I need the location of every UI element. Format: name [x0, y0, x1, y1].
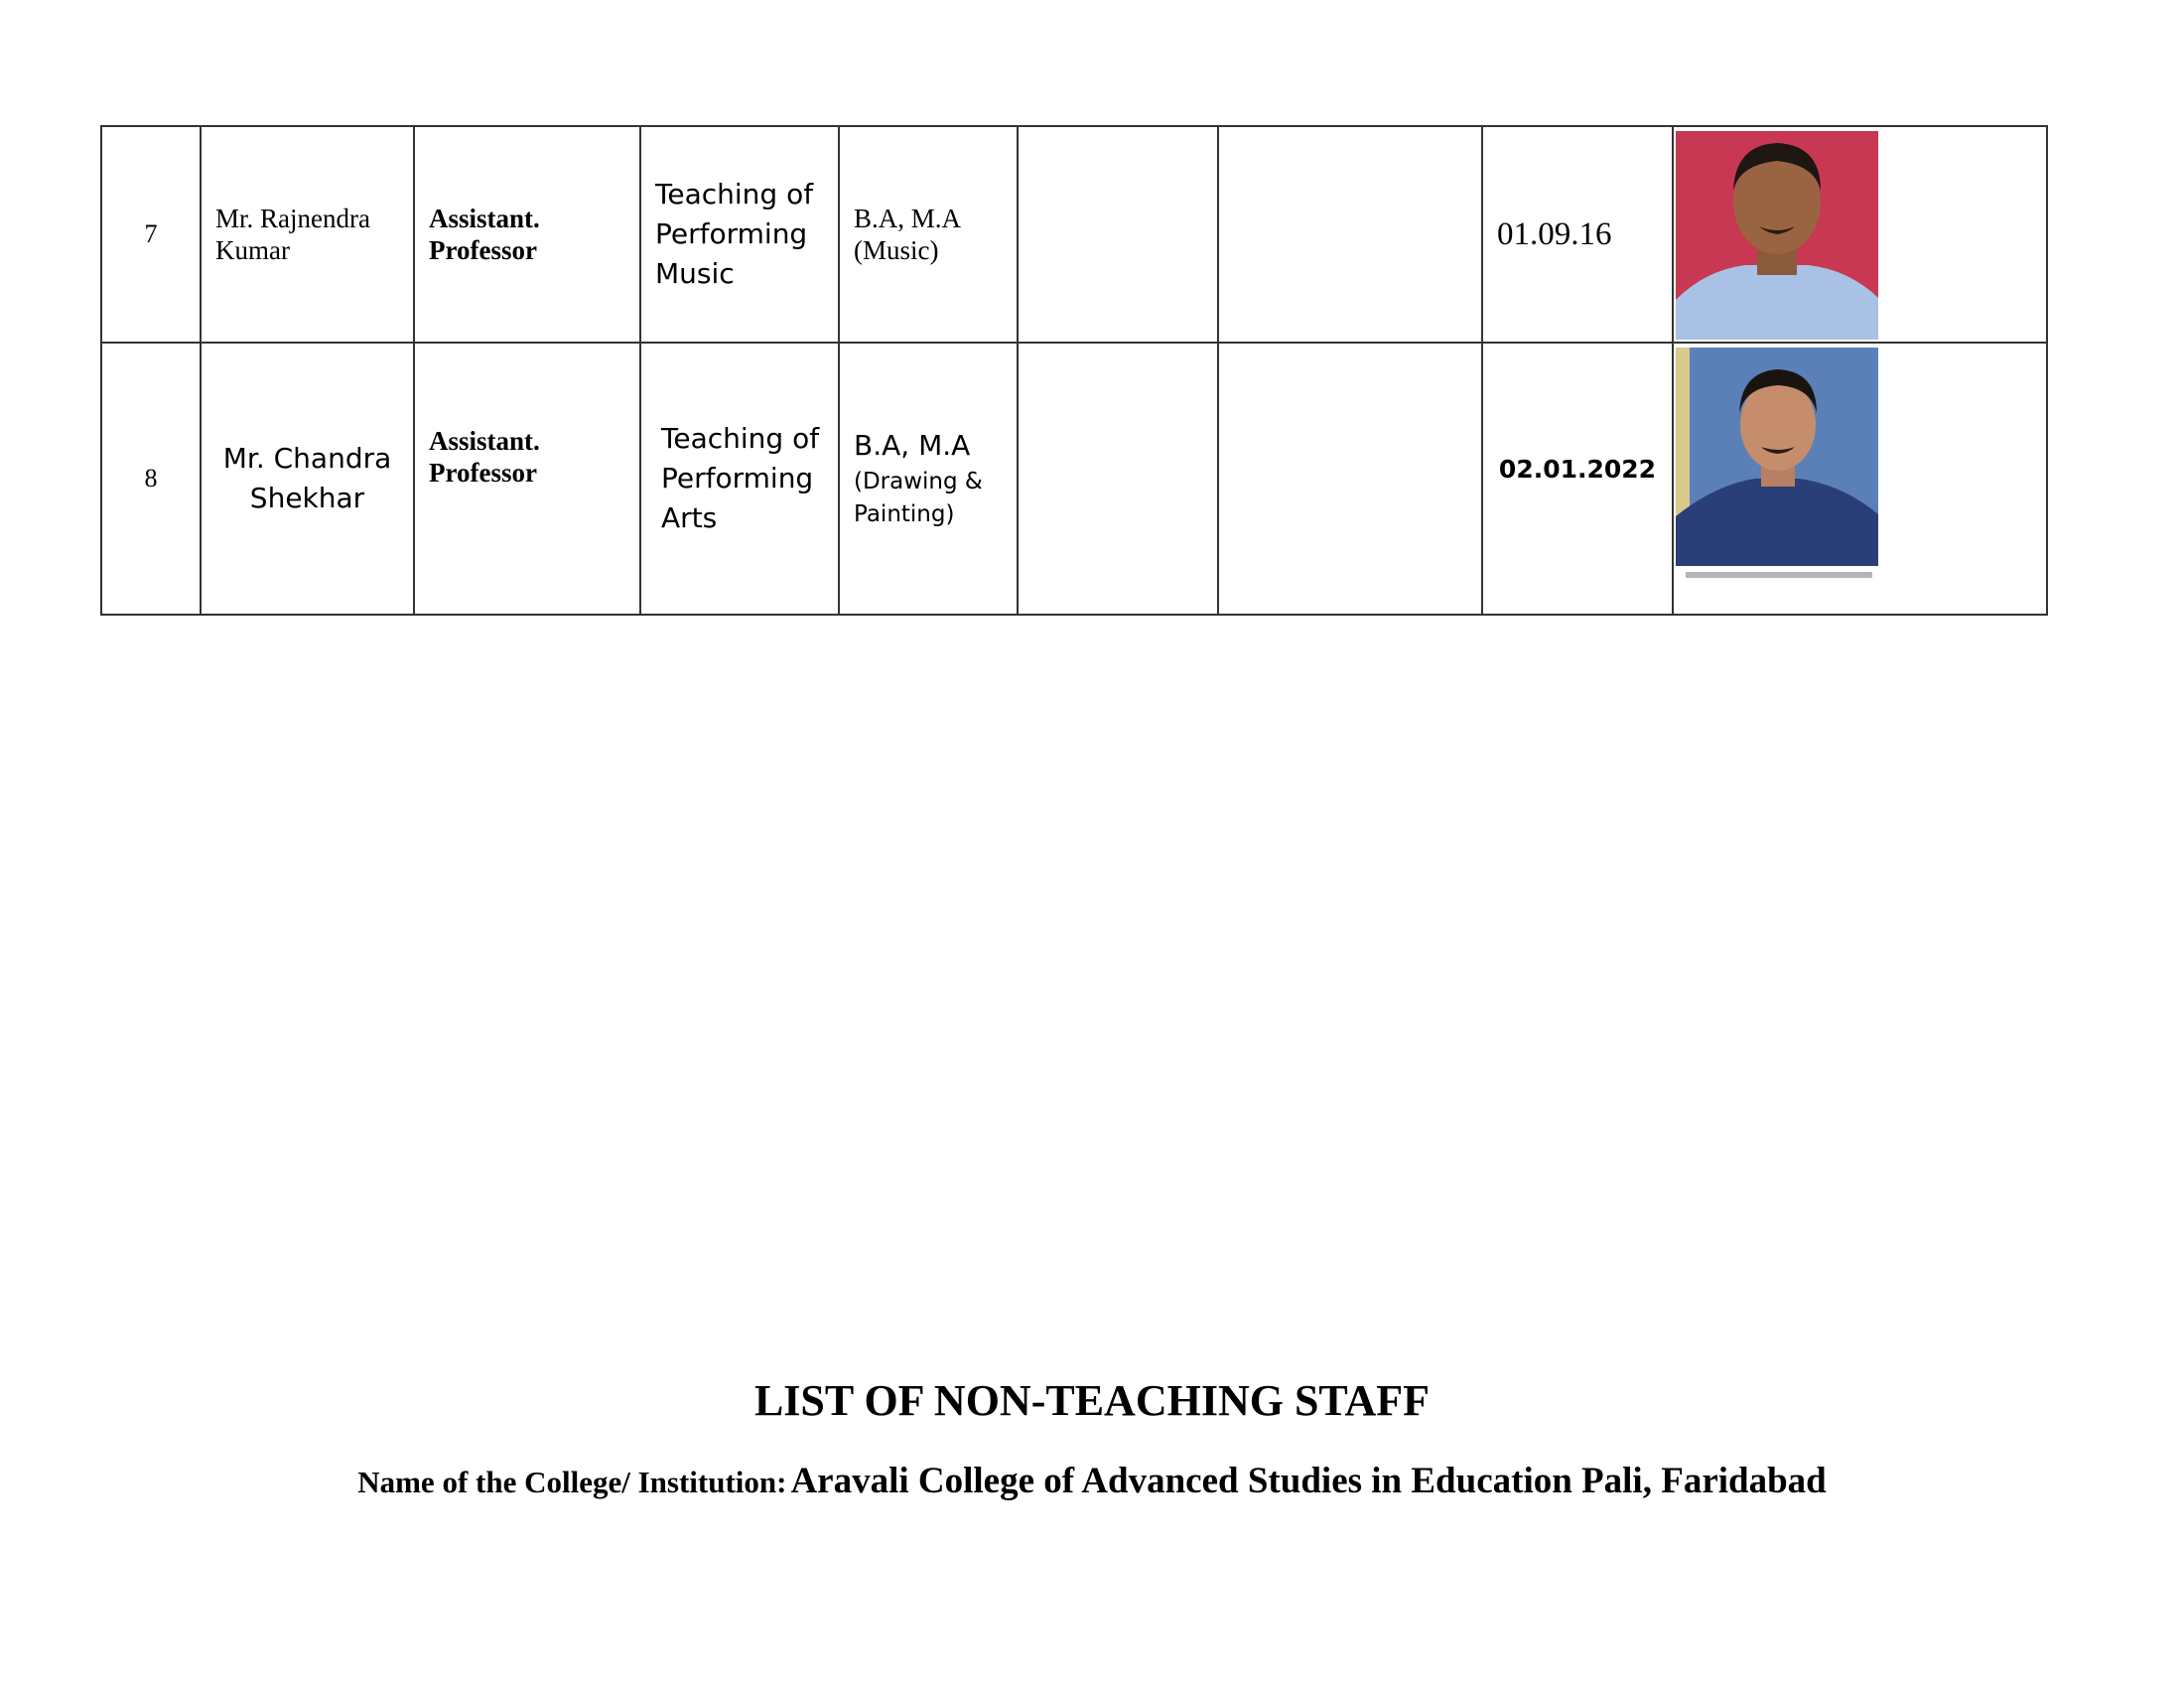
serial-number-cell [101, 126, 201, 343]
date-cell [1482, 126, 1673, 343]
qualification [854, 426, 1003, 531]
qualification-subject: (Music) [854, 235, 939, 265]
designation-cell [414, 126, 640, 343]
designation-cell [414, 343, 640, 615]
page-title: LIST OF NON-TEACHING STAFF [753, 1376, 1431, 1425]
date-cell [1482, 343, 1673, 615]
qualification-degree: B.A, M.A [854, 429, 971, 462]
photo-cell [1673, 343, 2047, 615]
institution-line [0, 1460, 2184, 1502]
serial-number: 8 [144, 464, 158, 492]
qualification [854, 203, 1003, 266]
serial-number: 7 [144, 219, 158, 248]
photo-cell [1673, 126, 2047, 343]
empty-cell [1218, 126, 1482, 343]
serial-number-cell [101, 343, 201, 615]
joining-date: 02.01.2022 [1498, 454, 1657, 484]
staff-name: Mr. Chandra Shekhar [222, 442, 392, 514]
qualification-cell [839, 343, 1018, 615]
qualification-degree: B.A, M.A [854, 204, 962, 233]
table-row [101, 343, 2047, 615]
table-row [101, 126, 2047, 343]
qualification-subject: (Drawing & Painting) [854, 469, 983, 527]
institution-name: Aravali College of Advanced Studies in Education Pali, Faridabad [790, 1461, 1827, 1501]
staff-photo [1676, 131, 1878, 340]
name-cell [201, 126, 414, 343]
institution-label: Name of the College/ Institution: [357, 1465, 787, 1499]
staff-name: Mr. Rajnendra Kumar [215, 204, 370, 265]
empty-cell [1218, 343, 1482, 615]
subject: Teaching of Performing Arts [661, 422, 820, 534]
joining-date: 01.09.16 [1497, 215, 1612, 252]
photo-divider [1686, 572, 1872, 578]
qualification-cell [839, 126, 1018, 343]
designation: Assistant. Professor [429, 204, 540, 265]
name-cell [201, 343, 414, 615]
staff-table [100, 125, 2048, 616]
subject: Teaching of Performing Music [655, 178, 814, 290]
subject-cell [640, 126, 839, 343]
staff-photo [1676, 348, 1878, 566]
empty-cell [1018, 343, 1218, 615]
subject-cell [640, 343, 839, 615]
designation: Assistant. Professor [429, 426, 540, 488]
empty-cell [1018, 126, 1218, 343]
